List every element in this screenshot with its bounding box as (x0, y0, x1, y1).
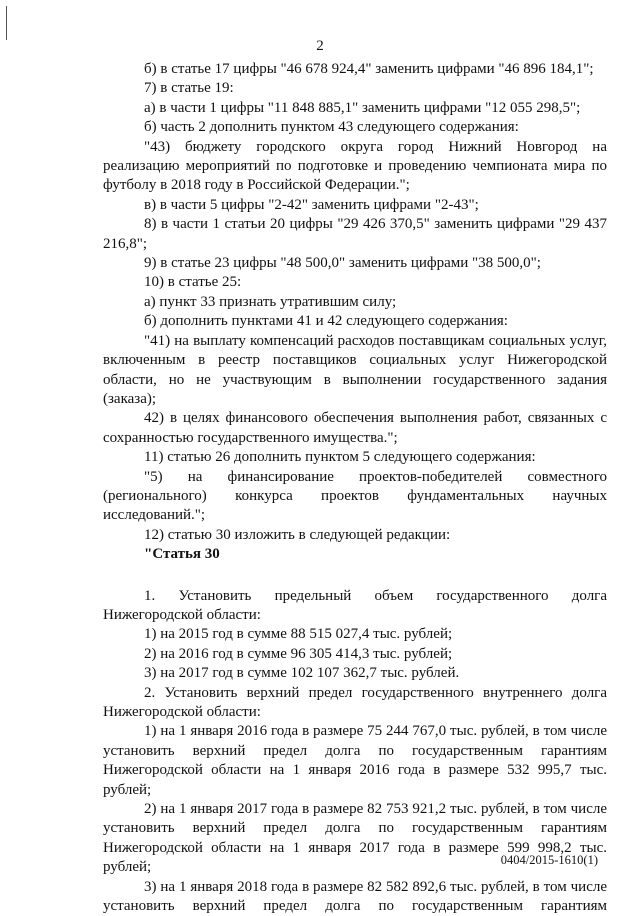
document-code: 0404/2015-1610(1) (500, 853, 598, 867)
paragraph-upper-limit-2018: 3) на 1 января 2018 года в размере 82 582 892,6 тыс. рублей, в том числе установить верхний предел долга по государственным гарантиям (103, 878, 607, 915)
blank-line (103, 565, 607, 587)
paragraph-article-25: 10) в статье 25: (144, 274, 242, 291)
paragraph-article-19-b: б) часть 2 дополнить пунктом 43 следующего содержания: (144, 119, 519, 136)
paragraph-article-25-b: б) дополнить пунктами 41 и 42 следующего содержания: (144, 313, 508, 330)
paragraph-article-19: 7) в статье 19: (144, 80, 234, 97)
page-number: 2 (316, 38, 324, 54)
article-30-heading: "Статья 30 (144, 546, 220, 563)
paragraph-article-23: 9) в статье 23 цифры "48 500,0" заменить цифрами "38 500,0"; (144, 255, 541, 272)
paragraph-article-26: 11) статью 26 дополнить пунктом 5 следующего содержания: (144, 449, 536, 466)
scan-edge-mark (6, 6, 7, 40)
paragraph-item-43: "43) бюджету городского округа город Нижний Новгород на реализацию мероприятий по подготовке и проведению чемпионата мира по футболу в 2018 году в Российской Федерации."; (103, 138, 607, 194)
document-body (103, 60, 607, 916)
paragraph-article-20: 8) в части 1 статьи 20 цифры "29 426 370,5" заменить цифрами "29 437 216,8"; (103, 216, 607, 252)
paragraph-item-42: 42) в целях финансового обеспечения выполнения работ, связанных с сохранностью государственного имущества."; (103, 410, 607, 446)
paragraph-debt-2017: 3) на 2017 год в сумме 102 107 362,7 тыс. рублей. (144, 665, 460, 682)
paragraph-item-5: "5) на финансирование проектов-победителей совместного (регионального) конкурса проектов фундаментальных научных исследований."; (103, 468, 607, 524)
paragraph-upper-limit-2016: 1) на 1 января 2016 года в размере 75 244 767,0 тыс. рублей, в том числе установить верхний предел долга по государственным гарантиям Нижегородской области на 1 января 2016 года в размере 532 995,7 тыс. рублей; (103, 723, 607, 798)
paragraph-article-19-a: а) в части 1 цифры "11 848 885,1" заменить цифрами "12 055 298,5"; (144, 99, 581, 116)
paragraph-upper-limit: 2. Установить верхний предел государственного внутреннего долга Нижегородской области: (103, 684, 607, 720)
paragraph-debt-limit: 1. Установить предельный объем государственного долга Нижегородской области: (103, 587, 607, 623)
paragraph-article-17-b: б) в статье 17 цифры "46 678 924,4" заменить цифрами "46 896 184,1"; (144, 61, 594, 77)
paragraph-debt-2016: 2) на 2016 год в сумме 96 305 414,3 тыс. рублей; (144, 645, 453, 662)
paragraph-debt-2015: 1) на 2015 год в сумме 88 515 027,4 тыс. рублей; (144, 626, 453, 643)
paragraph-item-41: "41) на выплату компенсаций расходов поставщикам социальных услуг, включенным в реестр поставщиков социальных услуг Нижегородской области, но не участвующим в выполнении государственного задания (заказа); (103, 332, 607, 407)
paragraph-article-19-v: в) в части 5 цифры "2-42" заменить цифрами "2-43"; (144, 196, 479, 213)
paragraph-article-25-a: а) пункт 33 признать утратившим силу; (144, 293, 397, 310)
paragraph-article-30: 12) статью 30 изложить в следующей редакции: (144, 526, 451, 543)
paragraph-upper-limit-2017: 2) на 1 января 2017 года в размере 82 753 921,2 тыс. рублей, в том числе установить верхний предел долга по государственным гарантиям Нижегородской области на 1 января 2017 года в размере 599 998,2 тыс. рублей; (103, 801, 607, 876)
